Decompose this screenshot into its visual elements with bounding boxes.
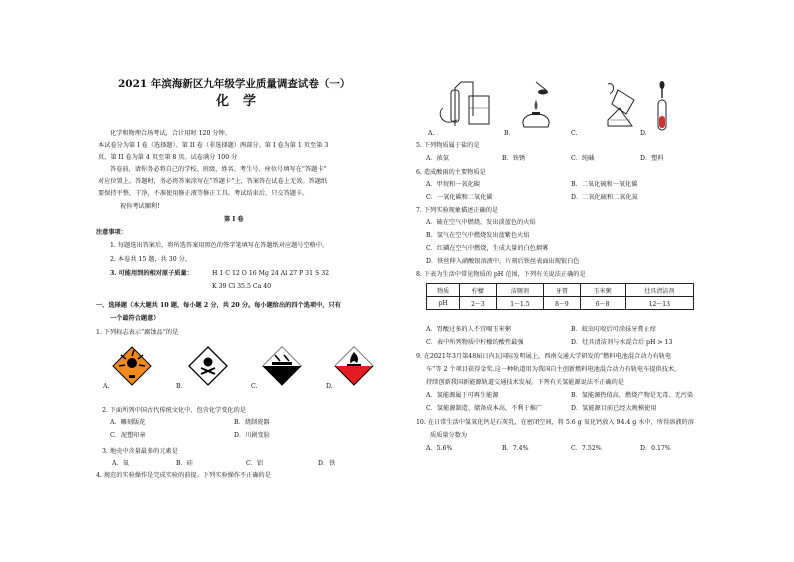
q10-option-b: B．7.4% [502,445,529,452]
q2-option-d: D．川剧变脸 [234,432,270,439]
section-heading: 一个最符合题意） [110,315,160,322]
question-9: 持续创新我国新能源轨道交通技术发展。下列有关氢能源说法不正确的是 [426,379,624,386]
question-6: 6. 造成酸雨的主要物质是 [416,169,486,176]
q5-option-c: C．纯碱 [571,155,595,162]
q8-option-c: C．表中所列物质中柠檬的酸性最强 [426,339,524,346]
dropper-test-tube-icon [652,80,672,132]
table-cell: 洁厕剂 [496,284,544,297]
exam-title: 2021 年滨海新区九年级学业质量调查试卷（一） [118,78,351,90]
ph-table [426,283,694,310]
question-8: 8. 下表为生活中常见物质的 pH 范围，下列有关说法正确的是 [416,271,586,278]
question-3: 3. 地壳中含量最多的元素是 [102,448,178,455]
q9-option-a: A．氢能源属于可再生能源 [426,392,499,399]
table-cell: 牙膏 [544,284,580,297]
table-cell: 2～3 [460,297,496,310]
q5-option-d: D．塑料 [640,155,664,162]
q6-option-b: B．二氧化硫和一氧化碳 [571,181,638,188]
table-cell: 物质 [427,284,460,297]
question-9: 车”等 2 个项目获得金奖.这一种轨道用为我国自主创新燃料电池混合动力有轨电车提供技术, [426,366,677,373]
q3-option-a: A．氧 [112,460,129,467]
q5-option-b: B．铁锈 [502,155,526,162]
intro-line: 答卷前，请你务必将自己的学校、班级、姓名、考生号、座位号填写在“答题卡” [110,166,327,173]
atomic-masses: H 1 C 12 O 16 Mg 24 Al 27 P 31 S 32 [212,270,330,277]
intro-line: 要保持平整，干净，不准使用修正液等修正工具。考试结束后，只交答题卡。 [98,190,309,197]
q4-option-b: B. [504,130,511,137]
table-cell: 柠檬 [460,284,496,297]
q2-option-c: C．泥塑印章 [110,432,146,439]
q7-option-d: D．铁丝伸入硝酸银溶液中，片刻后铁丝表面出现银白色 [426,258,580,265]
note-line: 1. 每题选出答案后，将所选答案用黑色的签字笔填写在答题纸对应题号空格中。 [110,242,329,249]
q9-option-b: B．氢能源热值高，燃烧产物是无毒、无污染 [571,392,694,399]
q3-option-d: D．铁 [318,460,336,467]
intro-line: 祝你考试顺利! [120,203,160,210]
q4-option-a: A. [428,130,435,137]
question-1: 1. 下列标志表示“腐蚀品”的是 [96,329,179,336]
q5-option-a: A．浓氨 [426,155,450,162]
table-cell: 1～1.5 [496,297,544,310]
table-cell: 6～8 [580,297,625,310]
question-7: 7. 下列实验现象描述正确的是 [416,207,499,214]
q2-option-a: A．雕刻版花 [110,419,146,426]
q4-option-d: D. [640,130,647,137]
q8-option-d: D．灶具清洁剂与水混合后 pH > 13 [571,339,673,346]
note-line: 2. 本卷共 15 题，共 30 分。 [110,256,191,263]
explosive-hazard-icon [112,346,152,386]
q6-option-a: A．甲烷和一氧化碳 [426,181,480,188]
q8-option-a: A．胃酸过多的人不宜喝玉米粥 [426,326,511,333]
question-10: 10. 在日常生活中氢氧化钙是石灰乳，在密闭空间，将 5.6 g 氧化钙放入 94.4 g 水中，所得溶液的溶 [416,419,694,426]
q6-option-d: D．二氧化硫和二氧化氮 [571,194,638,201]
q1-option-a: A. [103,383,110,390]
q7-option-a: A．硫在空气中燃烧，发出淡蓝色的火焰 [426,219,536,226]
section-heading: 一、选择题（本大题共 10 题，每小题 2 分，共 20 分。每小题给出的四个选项中，只有 [96,302,341,309]
atomic-masses: K 39 Cl 35.5 Ca 40 [212,283,272,290]
q7-option-c: C．红磷在空气中燃烧，生成大量的白色烟雾 [426,245,549,252]
hand-test-tube-apparatus-icon [437,78,497,130]
q1-option-b: B. [176,383,183,390]
q3-option-b: B．硅 [176,460,193,467]
q9-option-d: D．氢能源目前已经大规模使用 [571,405,657,412]
q10-option-c: C．7.52% [571,445,602,452]
toxic-hazard-icon [188,346,228,386]
q6-option-c: C．一氧化碳和二氧化碳 [426,194,493,201]
q9-option-c: C．氢能源制造、储备成本高，不利于推广 [426,405,543,412]
intro-line: 化学和物理合场考试，合计用时 120 分钟。 [110,130,231,137]
q10-option-a: A．5.6% [426,445,453,452]
q2-option-b: B．烧制瓷器 [234,419,270,426]
notes-title: 注意事项： [96,229,127,236]
table-row [427,297,694,310]
question-5: 5. 下列物质属于盐的是 [416,142,480,149]
volume-heading: 第 I 卷 [224,216,244,223]
q7-option-b: B．氢气在空气中燃烧发出蓝紫色火焰 [426,232,530,239]
subject-title: 化学 [216,94,271,109]
corrosive-hazard-icon [262,346,302,386]
table-cell: 12～13 [625,297,693,310]
q4-option-c: C. [571,130,578,137]
intro-line: 页，第 II 卷为第 4 页至第 8 页。试卷满分 100 分 [98,154,238,161]
q1-option-c: C. [251,383,258,390]
q3-option-c: C．铝 [246,460,264,467]
table-cell: pH [427,297,460,310]
alcohol-lamp-icon [516,80,556,130]
question-4: 4. 规范的实验操作是完成实验的前提。下列实验操作不正确的是 [96,472,271,479]
q1-option-d: D. [326,383,333,390]
table-cell: 灶具清洁剂 [625,284,693,297]
note-line: 3. 可能用到的相对原子质量： [110,270,193,277]
table-cell: 玉米粥 [580,284,625,297]
table-header-row [427,284,694,297]
flammable-hazard-icon [334,346,374,386]
table-cell: 8～9 [544,297,580,310]
pouring-beaker-icon [598,80,644,130]
q8-option-b: B．蚊虫叮咬后可涂抹牙膏止痒 [571,326,656,333]
intro-line: 对应位置上。答题时，务必将答案涂写在“答题卡”上，答案答在试卷上无效。答题纸 [98,178,328,185]
q10-option-d: D．0.17% [640,445,671,452]
question-10: 质质量分数为 [430,432,468,439]
intro-line: 本试卷分为第 I 卷（选择题）、第 II 卷（非选择题）两部分。第 I 卷为第 1 页至第 3 [98,142,329,149]
question-9: 9. 在2021年3月第48届日内瓦国际发明展上，西南交通大学研发的“燃料电池混合动力有轨电 [416,353,672,360]
question-2: 2. 下面所列中国古代传统文化中，包含化学变化的是 [102,407,246,414]
